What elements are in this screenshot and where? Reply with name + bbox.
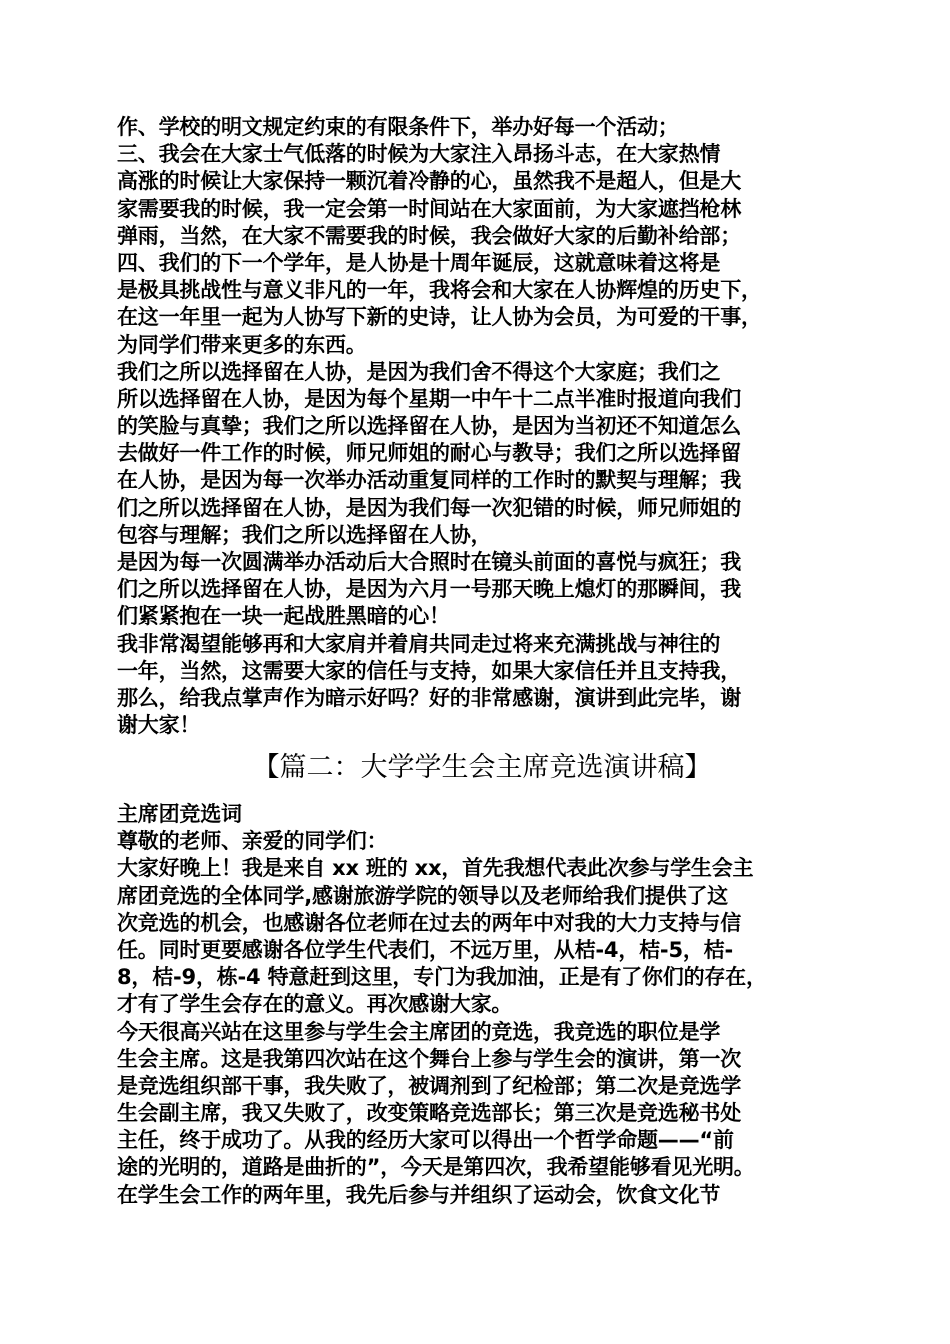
text-line: 是因为每一次圆满举办活动后大合照时在镜头前面的喜悦与疯狂；我 (117, 550, 741, 574)
text-line: 一年，当然，这需要大家的信任与支持，如果大家信任并且支持我， (117, 658, 741, 683)
text-line: 才有了学生会存在的意义。再次感谢大家。 (117, 992, 513, 1017)
text-line: 们之所以选择留在人协，是因为我们每一次犯错的时候，师兄师姐的 (117, 495, 741, 520)
text-line: 为同学们带来更多的东西。 (117, 332, 367, 357)
text-line: 三、我会在大家士气低落的时候为大家注入昂扬斗志，在大家热情 (117, 142, 721, 167)
text-line: 在学生会工作的两年里，我先后参与并组织了运动会，饮食文化节 (117, 1182, 721, 1207)
text-line: 所以选择留在人协，是因为每个星期一中午十二点半准时报道向我们 (117, 386, 741, 411)
speech-section-two (117, 801, 847, 1209)
text-line: 大家好晚上！我是来自 xx 班的 xx，首先我想代表此次参与学生会主 (117, 856, 754, 881)
text-line: 谢大家！ (117, 713, 201, 738)
text-line: 生会主席。这是我第四次站在这个舞台上参与学生会的演讲，第一次 (117, 1046, 741, 1071)
text-line: 今天很高兴站在这里参与学生会主席团的竞选，我竞选的职位是学 (117, 1019, 721, 1044)
text-line: 我非常渴望能够再和大家肩并着肩共同走过将来充满挑战与神往的 (117, 631, 721, 656)
text-line: 是竞选组织部干事，我失败了，被调剂到了纪检部；第二次是竞选学 (117, 1073, 741, 1098)
text-line: 去做好一件工作的时候，师兄师姐的耐心与教导；我们之所以选择留 (117, 441, 741, 466)
text-line: 生会副主席，我又失败了，改变策略竞选部长；第三次是竞选秘书处 (117, 1101, 741, 1126)
text-line: 作、学校的明文规定约束的有限条件下，举办好每一个活动； (117, 115, 679, 139)
text-line: 那么，给我点掌声作为暗示好吗？好的非常感谢，演讲到此完毕，谢 (117, 685, 741, 710)
text-line: 们之所以选择留在人协，是因为六月一号那天晚上熄灯的那瞬间，我 (117, 577, 741, 602)
text-line: 弹雨，当然，在大家不需要我的时候，我会做好大家的后勤补给部； (117, 223, 741, 248)
text-line: 任。同时更要感谢各位学生代表们，不远万里，从桔-4，桔-5，桔- (117, 937, 733, 962)
text-line: 高涨的时候让大家保持一颗沉着冷静的心，虽然我不是超人，但是大 (117, 169, 741, 194)
text-line: 在这一年里一起为人协写下新的史诗，让人协为会员，为可爱的干事， (117, 305, 762, 330)
text-line: 席团竞选的全体同学,感谢旅游学院的领导以及老师给我们提供了这 (117, 883, 728, 908)
text-line: 四、我们的下一个学年，是人协是十周年诞辰，这就意味着这将是 (117, 250, 721, 275)
text-line: 主任，终于成功了。从我的经历大家可以得出一个哲学命题——“前 (117, 1128, 734, 1153)
text-line: 在人协，是因为每一次举办活动重复同样的工作时的默契与理解；我 (117, 468, 741, 493)
text-line: 8，桔-9，栋-4 特意赶到这里，专门为我加油，正是有了你们的存在， (117, 965, 767, 990)
text-line: 的笑脸与真挚；我们之所以选择留在人协，是因为当初还不知道怎么 (117, 414, 741, 439)
text-line: 主席团竞选词 (117, 802, 242, 826)
section-heading: 【篇二：大学学生会主席竞选演讲稿】 (252, 752, 712, 783)
text-line: 尊敬的老师、亲爱的同学们： (117, 829, 388, 854)
text-line: 包容与理解；我们之所以选择留在人协， (117, 522, 492, 547)
text-line: 们紧紧抱在一块一起战胜黑暗的心！ (117, 604, 450, 629)
text-line: 途的光明的，道路是曲折的”，今天是第四次，我希望能够看见光明。 (117, 1155, 755, 1180)
speech-section-one (117, 114, 847, 739)
text-line: 次竞选的机会，也感谢各位老师在过去的两年中对我的大力支持与信 (117, 910, 741, 935)
text-line: 是极具挑战性与意义非凡的一年，我将会和大家在人协辉煌的历史下， (117, 278, 762, 303)
text-line: 我们之所以选择留在人协，是因为我们舍不得这个大家庭；我们之 (117, 359, 721, 384)
text-line: 家需要我的时候，我一定会第一时间站在大家面前，为大家遮挡枪林 (117, 196, 741, 221)
